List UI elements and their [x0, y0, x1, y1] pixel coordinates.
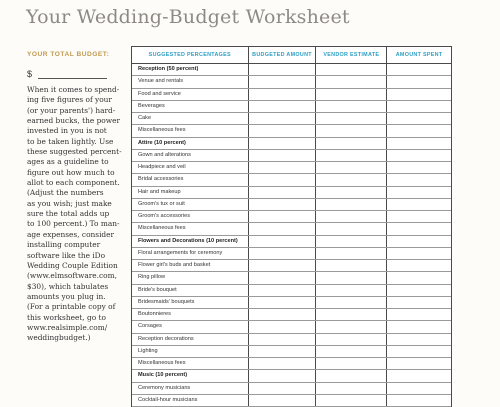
budgeted-amount-cell[interactable]: [249, 248, 317, 259]
section-row: [132, 64, 451, 76]
instructions-line: to 100 percent.) To man-: [27, 219, 120, 229]
vendor-estimate-cell[interactable]: [316, 113, 387, 124]
vendor-estimate-cell[interactable]: [316, 272, 387, 283]
budgeted-amount-cell[interactable]: [249, 125, 317, 136]
budgeted-amount-cell[interactable]: [249, 113, 317, 124]
amount-spent-cell[interactable]: [387, 113, 451, 124]
budgeted-amount-cell[interactable]: [249, 334, 317, 345]
section-row: [132, 370, 451, 382]
amount-spent-cell[interactable]: [387, 395, 451, 406]
vendor-estimate-cell[interactable]: [316, 395, 387, 406]
row-label: Miscellaneous fees: [132, 223, 249, 234]
amount-spent-cell[interactable]: [387, 285, 451, 296]
instructions-line: invested in you is not: [27, 126, 107, 136]
amount-spent-cell[interactable]: [387, 272, 451, 283]
table-row: [132, 199, 451, 211]
row-label: Bridal accessories: [132, 174, 249, 185]
vendor-estimate-cell[interactable]: [316, 150, 387, 161]
instructions-line: age expenses, consider: [27, 229, 115, 239]
vendor-estimate-cell[interactable]: [316, 260, 387, 271]
amount-spent-cell[interactable]: [387, 125, 451, 136]
vendor-estimate-cell[interactable]: [316, 211, 387, 222]
table-row: [132, 346, 451, 358]
vendor-estimate-cell[interactable]: [316, 89, 387, 100]
amount-spent-cell[interactable]: [387, 248, 451, 259]
row-label: Headpiece and veil: [132, 162, 249, 173]
budgeted-amount-cell[interactable]: [249, 272, 317, 283]
total-budget-blank[interactable]: [38, 70, 107, 79]
table-row: [132, 358, 451, 370]
table-row: [132, 101, 451, 113]
total-budget-field[interactable]: [27, 67, 129, 79]
header-vendor-estimate: VENDOR ESTIMATE: [316, 47, 387, 63]
row-label: Corsages: [132, 321, 249, 332]
table-row: [132, 187, 451, 199]
budgeted-amount-cell[interactable]: [249, 346, 317, 357]
table-row: [132, 248, 451, 260]
instructions-line: ages as a guideline to: [27, 157, 109, 167]
vendor-estimate-cell[interactable]: [316, 64, 387, 75]
instructions-line: (Adjust the numbers: [27, 188, 104, 198]
amount-spent-cell[interactable]: [387, 162, 451, 173]
vendor-estimate-cell[interactable]: [316, 199, 387, 210]
instructions-line: When it comes to spend-: [27, 85, 120, 94]
instructions-line: amounts you plug in.: [27, 291, 106, 301]
header-budgeted-amount: BUDGETED AMOUNT: [249, 47, 317, 63]
amount-spent-cell[interactable]: [387, 174, 451, 185]
vendor-estimate-cell[interactable]: [316, 236, 387, 247]
instructions-line: installing computer: [27, 240, 101, 250]
instructions-line: weddingbudget.): [27, 333, 91, 343]
budgeted-amount-cell[interactable]: [249, 150, 317, 161]
row-label: Attire (10 percent): [132, 138, 249, 149]
instructions-line: (or your parents') hard-: [27, 105, 116, 115]
table-row: [132, 150, 451, 162]
vendor-estimate-cell[interactable]: [316, 358, 387, 369]
row-label: Boutonnieres: [132, 309, 249, 320]
total-budget-label: YOUR TOTAL BUDGET:: [27, 51, 110, 58]
section-row: [132, 138, 451, 150]
row-label: Food and service: [132, 89, 249, 100]
amount-spent-cell[interactable]: [387, 199, 451, 210]
table-row: [132, 309, 451, 321]
row-label: Groom's accessories: [132, 211, 249, 222]
row-label: Gown and alterations: [132, 150, 249, 161]
table-row: [132, 174, 451, 186]
instructions-line: Wedding Couple Edition: [27, 260, 118, 270]
vendor-estimate-cell[interactable]: [316, 297, 387, 308]
section-row: [132, 236, 451, 248]
vendor-estimate-cell[interactable]: [316, 223, 387, 234]
amount-spent-cell[interactable]: [387, 309, 451, 320]
instructions-line: $30), which tabulates: [27, 281, 109, 291]
amount-spent-cell[interactable]: [387, 334, 451, 345]
budgeted-amount-cell[interactable]: [249, 64, 317, 75]
amount-spent-cell[interactable]: [387, 297, 451, 308]
row-label: Bridesmaids' bouquets: [132, 297, 249, 308]
budget-table: [131, 46, 452, 407]
instructions-line: to be taken lightly. Use: [27, 136, 114, 146]
table-header: [132, 46, 451, 64]
row-label: Groom's tux or suit: [132, 199, 249, 210]
instructions-line: sure the total adds up: [27, 209, 110, 219]
vendor-estimate-cell[interactable]: [316, 187, 387, 198]
row-label: Flower girl's buds and basket: [132, 260, 249, 271]
vendor-estimate-cell[interactable]: [316, 248, 387, 259]
table-row: [132, 383, 451, 395]
vendor-estimate-cell[interactable]: [316, 309, 387, 320]
table-row: [132, 334, 451, 346]
instructions-line: this worksheet, go to: [27, 312, 106, 322]
vendor-estimate-cell[interactable]: [316, 76, 387, 87]
budgeted-amount-cell[interactable]: [249, 138, 317, 149]
row-label: Beverages: [132, 101, 249, 112]
currency-symbol: $: [27, 69, 33, 79]
amount-spent-cell[interactable]: [387, 346, 451, 357]
vendor-estimate-cell[interactable]: [316, 101, 387, 112]
amount-spent-cell[interactable]: [387, 223, 451, 234]
instructions-line: (www.elmsoftware.com,: [27, 271, 117, 281]
vendor-estimate-cell[interactable]: [316, 138, 387, 149]
row-label: Ceremony musicians: [132, 383, 249, 394]
vendor-estimate-cell[interactable]: [316, 321, 387, 332]
budgeted-amount-cell[interactable]: [249, 223, 317, 234]
amount-spent-cell[interactable]: [387, 211, 451, 222]
amount-spent-cell[interactable]: [387, 150, 451, 161]
row-label: Bride's bouquet: [132, 285, 249, 296]
row-label: Hair and makeup: [132, 187, 249, 198]
vendor-estimate-cell[interactable]: [316, 346, 387, 357]
header-suggested-percentages: SUGGESTED PERCENTAGES: [132, 47, 249, 63]
vendor-estimate-cell[interactable]: [316, 174, 387, 185]
row-label: Music (10 percent): [132, 370, 249, 381]
instructions-line: figure out how much to: [27, 167, 115, 177]
amount-spent-cell[interactable]: [387, 187, 451, 198]
table-row: [132, 260, 451, 272]
budgeted-amount-cell[interactable]: [249, 174, 317, 185]
budgeted-amount-cell[interactable]: [249, 358, 317, 369]
table-row: [132, 285, 451, 297]
vendor-estimate-cell[interactable]: [316, 125, 387, 136]
amount-spent-cell[interactable]: [387, 64, 451, 75]
row-label: Lighting: [132, 346, 249, 357]
budgeted-amount-cell[interactable]: [249, 101, 317, 112]
vendor-estimate-cell[interactable]: [316, 334, 387, 345]
row-label: Cake: [132, 113, 249, 124]
row-label: Miscellaneous fees: [132, 125, 249, 136]
row-label: Floral arrangements for ceremony: [132, 248, 249, 259]
budgeted-amount-cell[interactable]: [249, 395, 317, 406]
row-label: Miscellaneous fees: [132, 358, 249, 369]
amount-spent-cell[interactable]: [387, 358, 451, 369]
row-label: Ring pillow: [132, 272, 249, 283]
budgeted-amount-cell[interactable]: [249, 199, 317, 210]
table-row: [132, 223, 451, 235]
amount-spent-cell[interactable]: [387, 76, 451, 87]
amount-spent-cell[interactable]: [387, 236, 451, 247]
instructions-line: as you wish; just make: [27, 198, 112, 208]
instructions-line: these suggested percent-: [27, 147, 122, 157]
worksheet-title: Your Wedding-Budget Worksheet: [26, 6, 350, 28]
table-row: [132, 272, 451, 284]
budgeted-amount-cell[interactable]: [249, 76, 317, 87]
row-label: Reception (50 percent): [132, 64, 249, 75]
amount-spent-cell[interactable]: [387, 383, 451, 394]
instructions-line: software like the iDo: [27, 250, 106, 260]
budgeted-amount-cell[interactable]: [249, 297, 317, 308]
instructions-line: (For a printable copy of: [27, 302, 116, 312]
table-row: [132, 76, 451, 88]
budgeted-amount-cell[interactable]: [249, 309, 317, 320]
header-amount-spent: AMOUNT SPENT: [395, 52, 443, 58]
table-body: [132, 64, 451, 407]
table-row: [132, 162, 451, 174]
table-row: [132, 297, 451, 309]
instructions-line: www.realsimple.com/: [27, 322, 108, 332]
amount-spent-cell[interactable]: [387, 260, 451, 271]
vendor-estimate-cell[interactable]: [316, 370, 387, 381]
budgeted-amount-cell[interactable]: [249, 236, 317, 247]
row-label: Cocktail-hour musicians: [132, 395, 249, 406]
budgeted-amount-cell[interactable]: [249, 321, 317, 332]
budgeted-amount-cell[interactable]: [249, 285, 317, 296]
budgeted-amount-cell[interactable]: [249, 383, 317, 394]
table-row: [132, 89, 451, 101]
amount-spent-cell[interactable]: [387, 370, 451, 381]
amount-spent-cell[interactable]: [387, 89, 451, 100]
budgeted-amount-cell[interactable]: [249, 162, 317, 173]
vendor-estimate-cell[interactable]: [316, 383, 387, 394]
budgeted-amount-cell[interactable]: [249, 260, 317, 271]
vendor-estimate-cell[interactable]: [316, 285, 387, 296]
table-row: [132, 395, 451, 407]
sidebar: [27, 51, 129, 344]
budgeted-amount-cell[interactable]: [249, 89, 317, 100]
amount-spent-cell[interactable]: [387, 138, 451, 149]
instructions-line: ing five figures of your: [27, 95, 112, 105]
table-row: [132, 113, 451, 125]
instructions-line: earned bucks, the power: [27, 116, 120, 126]
instructions-line: allot to each component.: [27, 178, 120, 188]
row-label: Flowers and Decorations (10 percent): [132, 236, 249, 247]
table-row: [132, 125, 451, 137]
vendor-estimate-cell[interactable]: [316, 162, 387, 173]
instructions-text: [27, 85, 129, 344]
row-label: Reception decorations: [132, 334, 249, 345]
row-label: Venue and rentals: [132, 76, 249, 87]
amount-spent-cell[interactable]: [387, 321, 451, 332]
budgeted-amount-cell[interactable]: [249, 187, 317, 198]
table-row: [132, 211, 451, 223]
budgeted-amount-cell[interactable]: [249, 211, 317, 222]
table-row: [132, 321, 451, 333]
budgeted-amount-cell[interactable]: [249, 370, 317, 381]
amount-spent-cell[interactable]: [387, 101, 451, 112]
